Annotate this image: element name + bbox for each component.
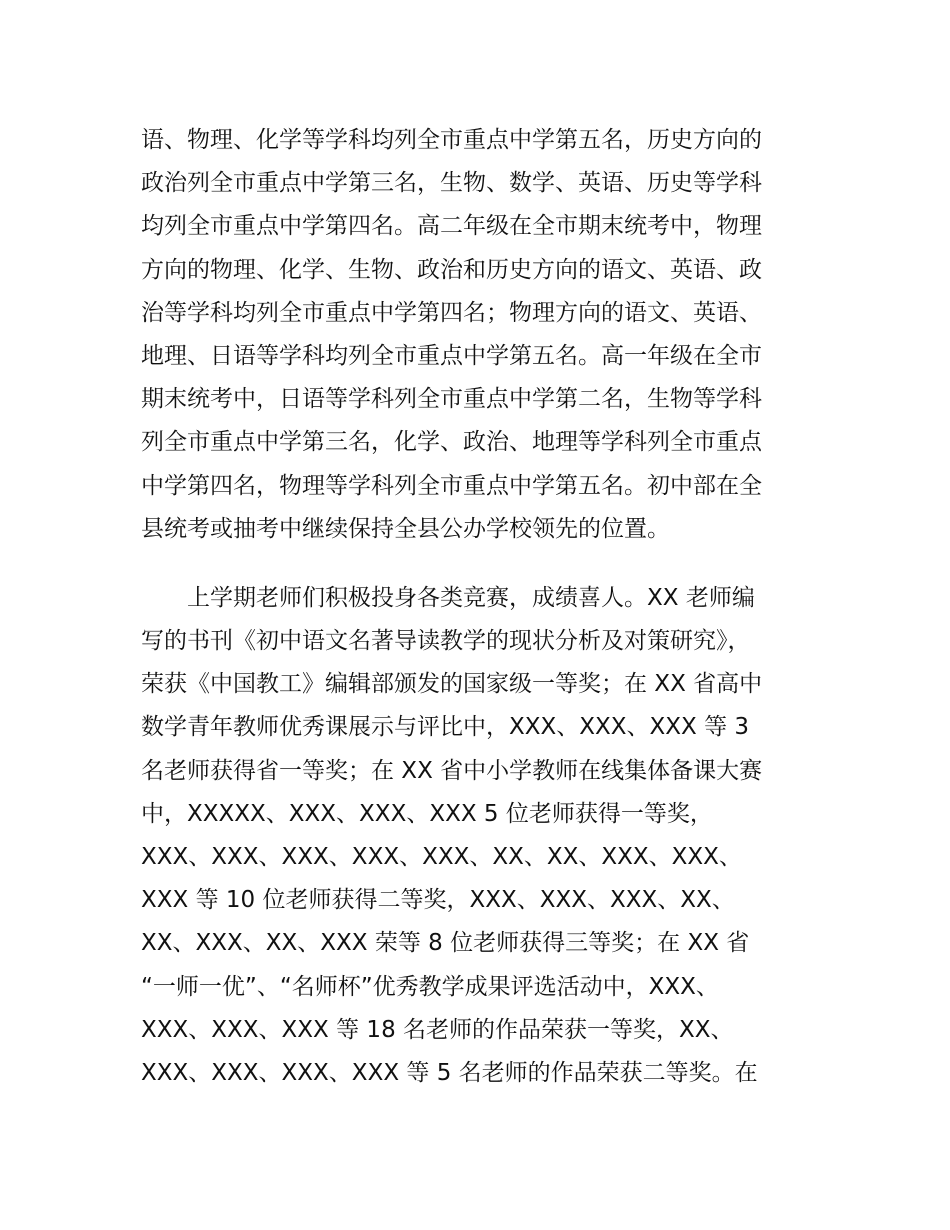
text-line: 县统考或抽考中继续保持全县公办学校领先的位置。 bbox=[141, 515, 670, 542]
text-line: “一师一优”、“名师杯”优秀教学成果评选活动中，XXX、 bbox=[141, 973, 719, 1000]
text-line: 列全市重点中学第三名，化学、政治、地理等学科列全市重点 bbox=[141, 429, 762, 456]
text-line: XX、XXX、XX、XXX 荣等 8 位老师获得三等奖；在 XX 省 bbox=[141, 930, 750, 957]
text-line: 政治列全市重点中学第三名，生物、数学、英语、历史等学科 bbox=[141, 170, 762, 197]
text-line: 数学青年教师优秀课展示与评比中，XXX、XXX、XXX 等 3 bbox=[141, 714, 750, 741]
text-line: 地理、日语等学科均列全市重点中学第五名。高一年级在全市 bbox=[141, 342, 762, 369]
text-line: 均列全市重点中学第四名。高二年级在全市期末统考中，物理 bbox=[141, 213, 762, 240]
text-line: 名老师获得省一等奖；在 XX 省中小学教师在线集体备课大赛 bbox=[141, 757, 763, 784]
paragraph-spacer bbox=[141, 551, 813, 577]
text-line: XXX、XXX、XXX 等 18 名老师的作品荣获一等奖，XX、 bbox=[141, 1016, 734, 1043]
text-line: XXX 等 10 位老师获得二等奖，XXX、XXX、XXX、XX、 bbox=[141, 887, 735, 914]
text-line: 中，XXXXX、XXX、XXX、XXX 5 位老师获得一等奖， bbox=[141, 800, 713, 827]
text-line: 上学期老师们积极投身各类竞赛，成绩喜人。XX 老师编 bbox=[187, 584, 755, 611]
paragraph-1 bbox=[141, 119, 813, 551]
text-line: 治等学科均列全市重点中学第四名；物理方向的语文、英语、 bbox=[141, 299, 762, 326]
text-line: 中学第四名，物理等学科列全市重点中学第五名。初中部在全 bbox=[141, 472, 762, 499]
text-line: 语、物理、化学等学科均列全市重点中学第五名，历史方向的 bbox=[141, 127, 762, 153]
text-line: XXX、XXX、XXX、XXX、XXX、XX、XX、XXX、XXX、 bbox=[141, 844, 742, 870]
text-line: 写的书刊《初中语文名著导读教学的现状分析及对策研究》， bbox=[141, 628, 751, 655]
text-line: XXX、XXX、XXX、XXX 等 5 名老师的作品荣获二等奖。在 bbox=[141, 1059, 758, 1086]
paragraph-2 bbox=[141, 577, 813, 1095]
text-line: 期末统考中，日语等学科列全市重点中学第二名，生物等学科 bbox=[141, 386, 762, 413]
text-line: 荣获《中国教工》编辑部颁发的国家级一等奖；在 XX 省高中 bbox=[141, 671, 763, 698]
document-body bbox=[141, 119, 813, 1095]
text-line: 方向的物理、化学、生物、政治和历史方向的语文、英语、政 bbox=[141, 256, 762, 283]
